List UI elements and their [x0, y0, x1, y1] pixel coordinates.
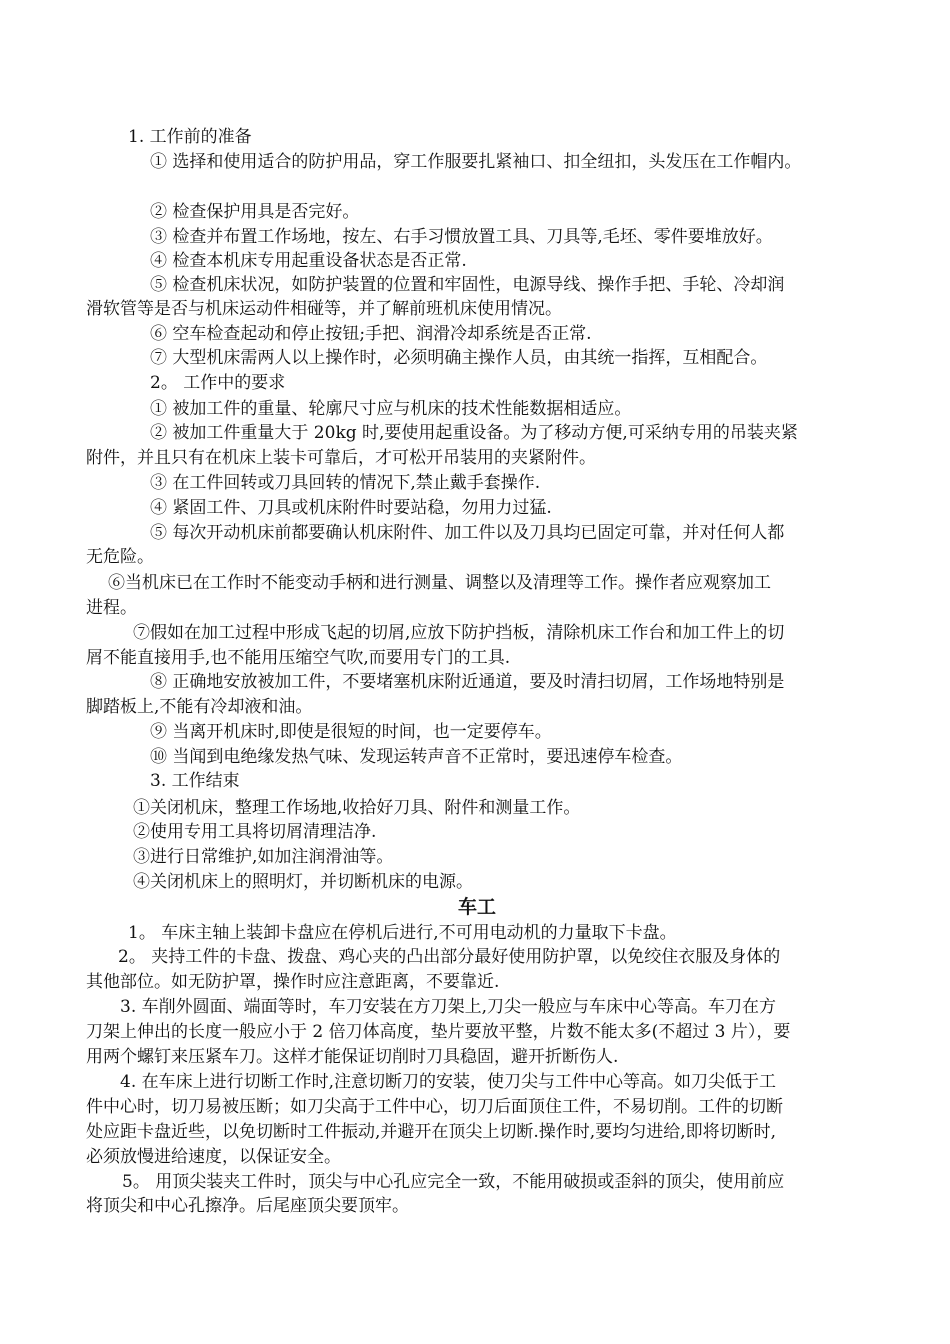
list-item: ⑨ 当离开机床时,即使是很短的时间，也一定要停车。	[150, 722, 552, 742]
list-item: ① 选择和使用适合的防护用品，穿工作服要扎紧袖口、扣全纽扣，头发压在工作帽内。	[150, 152, 802, 172]
list-item: 3. 车削外圆面、端面等时，车刀安装在方刀架上,刀尖一般应与车床中心等高。车刀在方	[120, 997, 777, 1017]
section-heading-during-work: 2。 工作中的要求	[150, 373, 286, 393]
list-item-continuation: 无危险。	[86, 547, 154, 567]
list-item-continuation: 件中心时，切刀易被压断；如刀尖高于工件中心，切刀后面顶住工件，不易切削。工件的切断	[86, 1097, 783, 1117]
list-item-continuation: 滑软管等是否与机床运动件相碰等，并了解前班机床使用情况。	[86, 299, 562, 319]
list-item-continuation: 屑不能直接用手,也不能用压缩空气吹,而要用专门的工具.	[86, 648, 511, 668]
list-item-continuation: 刀架上伸出的长度一般应小于 2 倍刀体高度，垫片要放平整，片数不能太多(不超过 3 片），要	[86, 1022, 791, 1042]
list-item: ①关闭机床，整理工作场地,收拾好刀具、附件和测量工作。	[133, 798, 581, 818]
list-item: ⑦ 大型机床需两人以上操作时，必须明确主操作人员，由其统一指挥，互相配合。	[150, 348, 768, 368]
list-item: ④ 检查本机床专用起重设备状态是否正常.	[150, 251, 467, 271]
list-item: ⑥当机床已在工作时不能变动手柄和进行测量、调整以及清理等工作。操作者应观察加工	[108, 573, 771, 593]
section-heading-end-of-work: 3. 工作结束	[150, 771, 240, 791]
section-heading-preparation: 1. 工作前的准备	[128, 127, 252, 147]
list-item-continuation: 将顶尖和中心孔擦净。后尾座顶尖要顶牢。	[86, 1196, 409, 1216]
list-item: ② 被加工件重量大于 20kg 时,要使用起重设备。为了移动方便,可采纳专用的吊装夹紧	[150, 423, 798, 443]
list-item: 4. 在车床上进行切断工作时,注意切断刀的安装，使刀尖与工件中心等高。如刀尖低于工	[120, 1072, 777, 1092]
list-item-continuation: 必须放慢进给速度，以保证安全。	[86, 1147, 341, 1167]
turning-section-title: 车工	[458, 896, 497, 918]
list-item: ② 检查保护用具是否完好。	[150, 202, 360, 222]
list-item: ⑧ 正确地安放被加工件，不要堵塞机床附近通道，要及时清扫切屑，工作场地特别是	[150, 672, 785, 692]
list-item: ④ 紧固工件、刀具或机床附件时要站稳，勿用力过猛.	[150, 498, 552, 518]
list-item: 5。 用顶尖装夹工件时，顶尖与中心孔应完全一致，不能用破损或歪斜的顶尖，使用前应	[122, 1172, 785, 1192]
list-item-continuation: 进程。	[86, 598, 137, 618]
list-item: 2。 夹持工件的卡盘、拨盘、鸡心夹的凸出部分最好使用防护罩，以免绞住衣服及身体的	[118, 947, 781, 967]
list-item-continuation: 处应距卡盘近些，以免切断时工件振动,并避开在顶尖上切断.操作时,要均匀进给,即将切断时,	[86, 1122, 777, 1142]
list-item-continuation: 脚踏板上,不能有冷却液和油。	[86, 697, 313, 717]
list-item: ⑤ 检查机床状况，如防护装置的位置和牢固性，电源导线、操作手把、手轮、冷却润	[150, 275, 785, 295]
list-item: ④关闭机床上的照明灯，并切断机床的电源。	[133, 872, 473, 892]
list-item: ②使用专用工具将切屑清理洁净.	[133, 822, 377, 842]
list-item: ⑦假如在加工过程中形成飞起的切屑,应放下防护挡板，清除机床工作台和加工件上的切	[133, 623, 785, 643]
list-item: 1。 车床主轴上装卸卡盘应在停机后进行,不可用电动机的力量取下卡盘。	[128, 923, 677, 943]
list-item: ⑤ 每次开动机床前都要确认机床附件、加工件以及刀具均已固定可靠，并对任何人都	[150, 523, 785, 543]
list-item-continuation: 其他部位。如无防护罩，操作时应注意距离，不要靠近.	[86, 972, 500, 992]
list-item: ⑩ 当闻到电绝缘发热气味、发现运转声音不正常时，要迅速停车检查。	[150, 747, 683, 767]
list-item: ③ 在工件回转或刀具回转的情况下,禁止戴手套操作.	[150, 473, 541, 493]
list-item: ① 被加工件的重量、轮廓尺寸应与机床的技术性能数据相适应。	[150, 399, 632, 419]
list-item: ③进行日常维护,如加注润滑油等。	[133, 847, 394, 867]
list-item-continuation: 用两个螺钉来压紧车刀。这样才能保证切削时刀具稳固，避开折断伤人.	[86, 1047, 619, 1067]
list-item: ⑥ 空车检查起动和停止按钮;手把、润滑冷却系统是否正常.	[150, 324, 592, 344]
list-item: ③ 检查并布置工作场地，按左、右手习惯放置工具、刀具等,毛坯、零件要堆放好。	[150, 227, 773, 247]
list-item-continuation: 附件，并且只有在机床上装卡可靠后，才可松开吊装用的夹紧附件。	[86, 448, 596, 468]
